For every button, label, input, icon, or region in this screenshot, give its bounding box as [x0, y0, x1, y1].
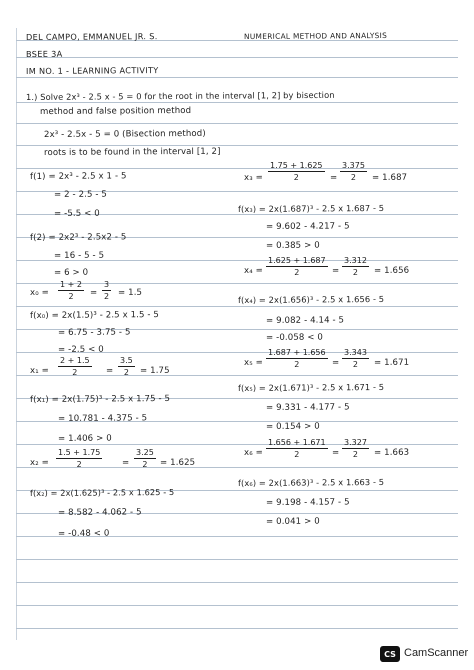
ruled-line [16, 559, 458, 560]
x5-numerator-2: 3.343 [344, 348, 367, 357]
x2-equals: = [121, 457, 130, 468]
ruled-line [16, 582, 458, 583]
x2-numerator-2: 3.25 [136, 448, 154, 457]
x3-equals: = [329, 172, 338, 183]
camscanner-logo: CS [380, 646, 400, 662]
x3-fraction-1 [268, 161, 325, 182]
x2-denominator: 2 [76, 460, 82, 469]
x2-denominator-2: 2 [142, 460, 148, 469]
fx4-line-3: = -0.058 < 0 [265, 332, 324, 343]
x5-fraction-1 [266, 348, 328, 369]
f2-line-1: f(2) = 2x2³ - 2.5x2 - 5 [29, 232, 127, 243]
ruled-line [16, 77, 458, 78]
x1-fraction-1 [58, 356, 92, 377]
x0-denominator-2: 2 [104, 292, 110, 301]
x2-fraction-2 [134, 448, 156, 469]
x6-fraction-2 [342, 438, 369, 459]
x2-numerator: 1.5 + 1.75 [58, 448, 101, 457]
fx6-line-3: = 0.041 > 0 [265, 516, 320, 527]
fx2-line-3: = -0.48 < 0 [57, 528, 110, 539]
x0-denominator: 2 [68, 292, 74, 301]
x6-denominator: 2 [294, 450, 300, 459]
x3-result: = 1.687 [371, 172, 408, 183]
ruled-line [16, 145, 458, 146]
x1-result: = 1.75 [139, 365, 170, 376]
x0-result: = 1.5 [117, 287, 143, 298]
x4-fraction-2 [342, 256, 369, 277]
f2-line-2: = 16 - 5 - 5 [53, 250, 105, 261]
fx6-line-1: f(x₆) = 2x(1.663)³ - 2.5 x 1.663 - 5 [237, 476, 385, 488]
x1-denominator: 2 [72, 368, 78, 377]
x6-equals: = [331, 447, 340, 458]
x3-label: x₃ = [243, 172, 263, 183]
fx0-line-1: f(x₀) = 2x(1.5)³ - 2.5 x 1.5 - 5 [29, 310, 160, 321]
fx5-line-2: = 9.331 - 4.177 - 5 [265, 402, 350, 413]
x0-equals: = [89, 287, 98, 298]
f2-line-3: = 6 > 0 [53, 267, 89, 278]
margin-line [16, 28, 17, 640]
x5-result: = 1.671 [373, 357, 410, 368]
ruled-line [16, 57, 458, 58]
x6-result: = 1.663 [373, 447, 410, 458]
ruled-line [16, 628, 458, 629]
x6-label: x₆ = [243, 447, 263, 458]
x4-result: = 1.656 [373, 265, 410, 276]
x5-numerator: 1.687 + 1.656 [268, 348, 326, 357]
x2-label: x₂ = [29, 457, 49, 468]
x5-label: x₅ = [243, 357, 263, 368]
x4-label: x₄ = [243, 265, 263, 276]
x5-fraction-2 [342, 348, 369, 369]
problem-statement-line-1: 1.) Solve 2x³ - 2.5 x - 5 = 0 for the root in the interval [1, 2] by bisection [25, 89, 335, 102]
ruled-line [16, 306, 458, 307]
fx4-line-1: f(x₄) = 2x(1.656)³ - 2.5 x 1.656 - 5 [237, 293, 385, 305]
x4-denominator-2: 2 [352, 268, 358, 277]
x5-equals: = [331, 357, 340, 368]
student-name: DEL CAMPO, EMMANUEL JR. S. [25, 31, 158, 42]
fx3-line-1: f(x₃) = 2x(1.687)³ - 2.5 x 1.687 - 5 [237, 202, 385, 214]
f1-line-3: = -5.5 < 0 [53, 208, 100, 219]
x4-numerator-2: 3.312 [344, 256, 367, 265]
fx0-line-2: = 6.75 - 3.75 - 5 [57, 327, 131, 338]
fx0-line-3: = -2.5 < 0 [57, 344, 104, 355]
x4-equals: = [331, 265, 340, 276]
interval-note: roots is to be found in the interval [1, 2] [43, 146, 221, 158]
x5-denominator: 2 [294, 360, 300, 369]
fx5-line-3: = 0.154 > 0 [265, 421, 320, 432]
x0-label: x₀ = [29, 287, 49, 298]
ruled-line [16, 605, 458, 606]
x4-denominator: 2 [294, 268, 300, 277]
ruled-line [16, 444, 458, 445]
x6-fraction-1 [266, 438, 328, 459]
activity-title: IM NO. 1 - LEARNING ACTIVITY [25, 65, 159, 76]
x6-denominator-2: 2 [352, 450, 358, 459]
fx6-line-2: = 9.198 - 4.157 - 5 [265, 497, 350, 508]
fx5-line-1: f(x₅) = 2x(1.671)³ - 2.5 x 1.671 - 5 [237, 381, 385, 393]
x3-denominator-2: 2 [350, 173, 356, 182]
fx2-line-2: = 8.582 - 4.062 - 5 [57, 507, 142, 518]
x5-denominator-2: 2 [352, 360, 358, 369]
x6-numerator-2: 3.327 [344, 438, 367, 447]
x1-fraction-2 [118, 356, 135, 377]
x0-fraction-2 [102, 280, 111, 301]
ruled-line [16, 123, 458, 124]
problem-statement-line-2: method and false position method [39, 105, 192, 117]
fx1-line-2: = 10.781 - 4.375 - 5 [57, 413, 148, 424]
x2-result: = 1.625 [159, 457, 196, 468]
f1-line-2: = 2 - 2.5 - 5 [53, 189, 108, 200]
x1-numerator-2: 3.5 [120, 356, 133, 365]
x4-fraction-1 [266, 256, 328, 277]
x1-label: x₁ = [29, 365, 49, 376]
fx3-line-3: = 0.385 > 0 [265, 240, 320, 251]
x3-numerator: 1.75 + 1.625 [270, 161, 323, 170]
fx1-line-3: = 1.406 > 0 [57, 433, 112, 444]
x6-numerator: 1.656 + 1.671 [268, 438, 326, 447]
x2-fraction-1 [56, 448, 102, 469]
x0-numerator: 1 + 2 [60, 280, 82, 289]
x3-numerator-2: 3.375 [342, 161, 365, 170]
course-title: NUMERICAL METHOD AND ANALYSIS [243, 31, 388, 41]
fx1-line-1: f(x₁) = 2x(1.75)³ - 2.5 x 1.75 - 5 [29, 394, 171, 405]
fx4-line-2: = 9.082 - 4.14 - 5 [265, 315, 345, 326]
x3-fraction-2 [340, 161, 367, 182]
x1-equals: = [105, 365, 114, 376]
method-note: 2x³ - 2.5x - 5 = 0 (Bisection method) [43, 128, 206, 140]
x0-fraction-1 [58, 280, 84, 301]
x0-numerator-2: 3 [104, 280, 110, 289]
x3-denominator: 2 [293, 173, 299, 182]
x1-numerator: 2 + 1.5 [60, 356, 90, 365]
x1-denominator-2: 2 [123, 368, 129, 377]
ruled-line [16, 168, 458, 169]
f1-line-1: f(1) = 2x³ - 2.5 x 1 - 5 [29, 171, 127, 182]
class-section: BSEE 3A [25, 48, 63, 59]
ruled-line [16, 102, 458, 103]
x4-numerator: 1.625 + 1.687 [268, 256, 326, 265]
fx3-line-2: = 9.602 - 4.217 - 5 [265, 221, 350, 232]
fx2-line-1: f(x₂) = 2x(1.625)³ - 2.5 x 1.625 - 5 [29, 486, 175, 498]
camscanner-wordmark: CamScanner [404, 647, 469, 659]
